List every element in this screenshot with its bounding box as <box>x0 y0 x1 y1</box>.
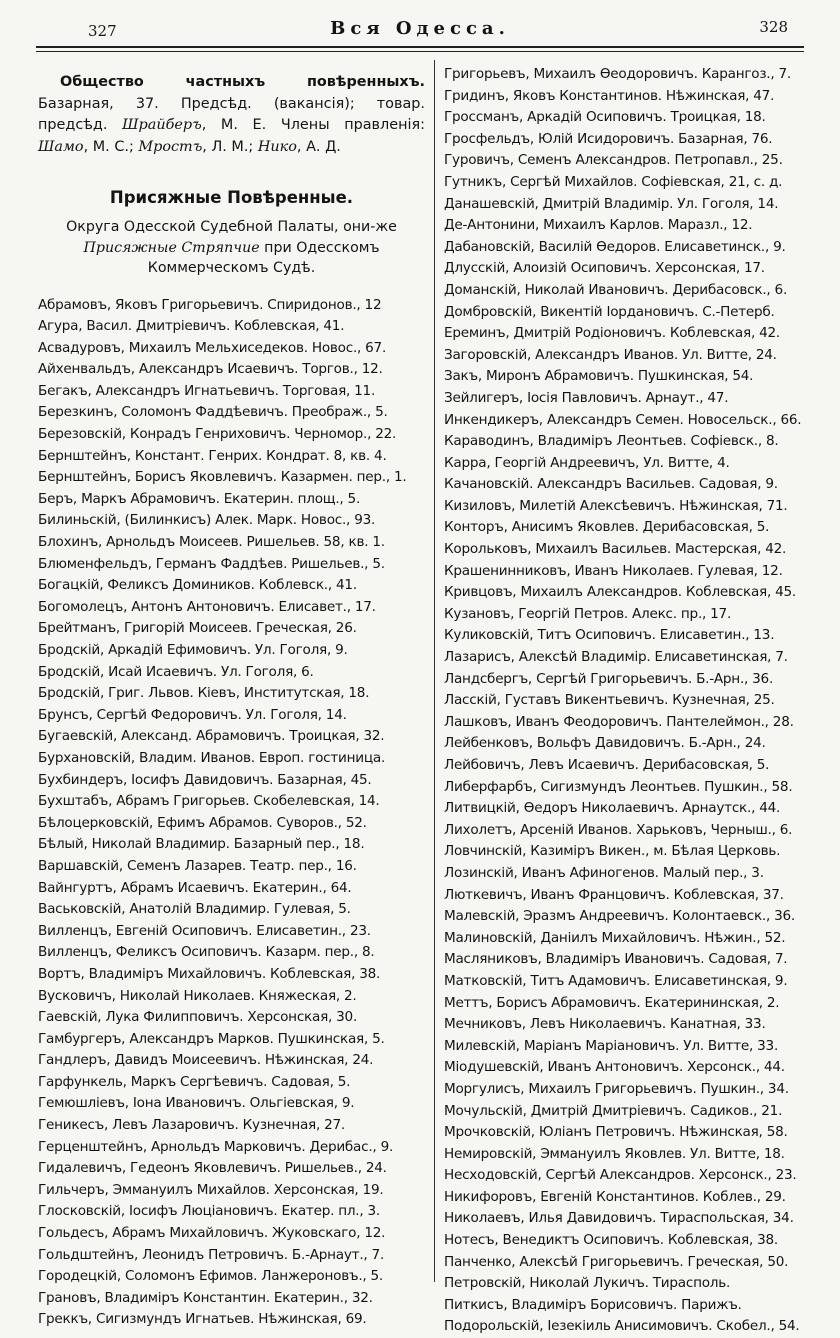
directory-entry: Бродскій, Исай Исаевичъ. Ул. Гоголя, 6. <box>38 663 314 680</box>
directory-entry: Малиновскій, Даніилъ Михайловичъ. Нѣжин., 52. <box>444 929 786 946</box>
directory-entry: Зейлигеръ, Іосія Павловичъ. Арнаут., 47. <box>444 389 729 406</box>
page-number-right: 328 <box>759 18 788 36</box>
directory-entry: Бродскій, Григ. Львов. Кіевъ, Институтская, 18. <box>38 685 370 702</box>
directory-entry: Гутникъ, Сергѣй Михайлов. Софіевская, 21, с. д. <box>444 173 783 190</box>
directory-entry: Блохинъ, Арнольдъ Моисеев. Ришельев. 58, кв. 1. <box>38 534 385 551</box>
directory-entry: Міодушевскій, Иванъ Антоновичъ. Херсонск., 44. <box>444 1059 785 1076</box>
society-text-3: , М. С.; <box>83 138 139 155</box>
directory-entry: Инкендикеръ, Александръ Семен. Новосельск., 66. <box>444 411 802 428</box>
directory-entry: Брунсъ, Сергѣй Федоровичъ. Ул. Гоголя, 14. <box>38 706 347 723</box>
directory-entry: Гандлеръ, Давидъ Моисеевичъ. Нѣжинская, 24. <box>38 1052 374 1069</box>
directory-entry: Люткевичъ, Иванъ Францовичъ. Коблевская, 37. <box>444 886 784 903</box>
directory-entry: Крашенинниковъ, Иванъ Николаев. Гулевая, 12. <box>444 562 783 579</box>
directory-entry: Гольдштейнъ, Леонидъ Петровичъ. Б.-Арнаут., 7. <box>38 1246 385 1263</box>
directory-entry: Масляниковъ, Владиміръ Ивановичъ. Садовая, 7. <box>444 951 788 968</box>
directory-entry: Герценштейнъ, Арнольдъ Марковичъ. Дерибас., 9. <box>38 1138 394 1155</box>
directory-entry: Бухштабъ, Абрамъ Григорьев. Скобелевская, 14. <box>38 793 380 810</box>
directory-entry: Николаевъ, Илья Давидовичъ. Тираспольская, 34. <box>444 1210 794 1227</box>
directory-entry: Гарфункель, Маркъ Сергѣевичъ. Садовая, 5. <box>38 1073 351 1090</box>
directory-entry: Абрамовъ, Яковъ Григорьевичъ. Спиридонов., 12 <box>38 296 382 313</box>
directory-entry: Глосковскій, Іосифъ Люціановичъ. Екатер. пл., 3. <box>38 1203 380 1220</box>
directory-entry: Бѣлоцерковскій, Ефимъ Абрамов. Суворов., 52. <box>38 814 367 831</box>
directory-entry: Длусскій, Алоизій Осиповичъ. Херсонская, 17. <box>444 260 765 277</box>
directory-entry: Нотесъ, Венедиктъ Осиповичъ. Коблевская, 38. <box>444 1232 778 1249</box>
directory-entry: Либерфарбъ, Сигизмундъ Леонтьев. Пушкин., 58. <box>444 778 793 795</box>
directory-entry: Корольковъ, Михаилъ Васильев. Мастерская, 42. <box>444 541 787 558</box>
directory-entry: Лихолетъ, Арсеній Иванов. Харьковъ, Черныш., 6. <box>444 821 793 838</box>
directory-entry: Кузановъ, Георгій Петров. Алекс. пр., 17. <box>444 605 732 622</box>
directory-entry: Доманскій, Николай Ивановичъ. Дерибасовск., 6. <box>444 281 788 298</box>
directory-entry: Бернштейнъ, Борисъ Яковлевичъ. Казармен. пер., 1. <box>38 469 407 486</box>
directory-entry: Подорольскій, Іезекіиль Анисимовичъ. Скобел., 54. <box>444 1318 800 1335</box>
book-title: Вся Одесса. <box>330 18 510 39</box>
society-member-3: Нико <box>257 138 297 155</box>
left-entry-list <box>38 295 425 1332</box>
directory-entry: Бегакъ, Александръ Игнатьевичъ. Торговая, 11. <box>38 382 376 399</box>
directory-entry: Ловчинскій, Казиміръ Викен., м. Бѣлая Церковь. <box>444 843 781 860</box>
directory-entry: Брейтманъ, Григорій Моисеев. Греческая, 26. <box>38 620 357 637</box>
district-text-1: Округа Одесской Судебной Палаты, они-же <box>66 219 397 235</box>
directory-entry: Вайнгуртъ, Абрамъ Исаевичъ. Екатерин., 64. <box>38 879 352 896</box>
directory-entry: Загоровскій, Александръ Иванов. Ул. Витте, 24. <box>444 346 777 363</box>
right-column <box>444 64 828 1338</box>
directory-entry: Бернштейнъ, Констант. Генрих. Кондрат. 8, кв. 4. <box>38 447 387 464</box>
directory-entry: Айхенвальдъ, Александръ Исаевичъ. Торгов., 12. <box>38 361 383 378</box>
left-column <box>38 64 425 1331</box>
directory-entry: Гемюшліевъ, Іона Ивановичъ. Ольгіевская, 9. <box>38 1095 355 1112</box>
directory-entry: Куликовскій, Титъ Осиповичъ. Елисаветин., 13. <box>444 627 775 644</box>
section-title: Присяжные Повѣренные. <box>109 188 354 207</box>
directory-entry: Ландсбергъ, Сергѣй Григорьевичъ. Б.-Арн., 36. <box>444 670 774 687</box>
header-rule <box>36 51 804 52</box>
directory-entry: Гидалевичъ, Гедеонъ Яковлевичъ. Ришельев., 24. <box>38 1160 387 1177</box>
directory-entry: Конторъ, Анисимъ Яковлев. Дерибасовская, 5. <box>444 519 770 536</box>
directory-entry: Богомолецъ, Антонъ Антоновичъ. Елисавет., 17. <box>38 598 376 615</box>
directory-entry: Моргулисъ, Михаилъ Григорьевичъ. Пушкин., 34. <box>444 1080 789 1097</box>
directory-entry: Кизиловъ, Милетій Алексѣевичъ. Нѣжинская, 71. <box>444 497 788 514</box>
directory-entry: Городецкій, Соломонъ Ефимов. Ланжероновъ., 5. <box>38 1268 384 1285</box>
directory-entry: Закъ, Миронъ Абрамовичъ. Пушкинская, 54. <box>444 368 754 385</box>
column-divider <box>434 60 435 1282</box>
directory-entry: Малевскій, Эразмъ Андреевичъ. Колонтаевск., 36. <box>444 908 795 925</box>
directory-entry: Греккъ, Сигизмундъ Игнатьев. Нѣжинская, 69. <box>38 1311 367 1328</box>
directory-entry: Мечниковъ, Левъ Николаевичъ. Канатная, 33. <box>444 1016 766 1033</box>
directory-entry: Григорьевъ, Михаилъ Ѳеодоровичъ. Карангоз., 7. <box>444 66 791 82</box>
directory-entry: Агура, Васил. Дмитріевичъ. Коблевская, 41. <box>38 318 345 335</box>
society-text-2: , М. Е. Члены правленія: <box>201 117 426 133</box>
directory-entry: Литвицкій, Ѳедоръ Николаевичъ. Арнаутск., 44. <box>444 800 781 817</box>
directory-entry: Несходовскій, Сергѣй Александров. Херсонск., 23. <box>444 1167 797 1184</box>
directory-entry: Петровскій, Николай Лукичъ. Тирасполь. <box>444 1275 731 1292</box>
directory-entry: Гридинъ, Яковъ Константинов. Нѣжинская, 47. <box>444 87 775 104</box>
directory-entry: Гросфельдъ, Юлій Исидоровичъ. Базарная, 76. <box>444 130 773 147</box>
directory-entry: Лашковъ, Иванъ Феодоровичъ. Пантелеймон., 28. <box>444 713 794 730</box>
directory-entry: Богацкій, Феликсъ Домиников. Коблевск., 41. <box>38 577 357 594</box>
directory-entry: Де-Антонини, Михаилъ Карлов. Маразл., 12. <box>444 217 753 234</box>
district-italic: Присяжные Стряпчие <box>83 239 260 256</box>
directory-entry: Карра, Георгій Андреевичъ, Ул. Витте, 4. <box>444 454 730 471</box>
directory-entry: Вусковичъ, Николай Николаев. Княжеская, 2. <box>38 987 357 1004</box>
directory-entry: Качановскій. Александръ Васильев. Садовая, 9. <box>444 476 778 493</box>
society-member-1: Шамо <box>38 138 84 155</box>
directory-entry: Гольдесъ, Абрамъ Михайловичъ. Жуковскаго, 12. <box>38 1225 386 1242</box>
directory-entry: Лейбовичъ, Левъ Исаевичъ. Дерибасовская, 5. <box>444 757 770 773</box>
directory-entry: Гильчеръ, Эммануилъ Михайлов. Херсонская, 19. <box>38 1181 384 1198</box>
directory-entry: Билиньскій, (Билинкисъ) Алек. Марк. Новос., 93. <box>38 512 376 529</box>
directory-entry: Варшавскій, Семенъ Лазарев. Театр. пер., 16. <box>38 857 357 874</box>
directory-entry: Питкисъ, Владиміръ Борисовичъ. Парижъ. <box>444 1296 742 1313</box>
directory-entry: Бѣлый, Николай Владимир. Базарный пер., 18. <box>38 836 365 853</box>
directory-entry: Мочульскій, Дмитрій Дмитріевичъ. Садиков., 21. <box>444 1102 783 1119</box>
directory-entry: Лозинскій, Иванъ Афиногенов. Малый пер., 3. <box>444 864 764 881</box>
directory-entry: Матковскій, Титъ Адамовичъ. Елисаветинская, 9. <box>444 972 788 989</box>
directory-entry: Гуровичъ, Семенъ Александров. Петропавл., 25. <box>444 152 783 169</box>
directory-entry: Гаевскій, Лука Филипповичъ. Херсонская, 30. <box>38 1009 358 1026</box>
directory-entry: Бухбиндеръ, Іосифъ Давидовичъ. Базарная, 45. <box>38 771 372 788</box>
directory-entry: Беръ, Маркъ Абрамовичъ. Екатерин. площ., 5. <box>38 490 361 507</box>
directory-entry: Данашевскій, Дмитрій Владимір. Ул. Гоголя, 14. <box>444 195 779 212</box>
directory-entry: Гроссманъ, Аркадій Осиповичъ. Троицкая, 18. <box>444 109 766 126</box>
society-text-5: , А. Д. <box>296 138 341 155</box>
right-entry-list <box>444 64 828 1338</box>
page-header <box>36 16 804 48</box>
directory-entry: Караводинъ, Владиміръ Леонтьев. Софіевск., 8. <box>444 433 779 450</box>
directory-entry: Мрочковскій, Юліанъ Петровичъ. Нѣжинская, 58. <box>444 1124 788 1141</box>
directory-entry: Меттъ, Борисъ Абрамовичъ. Екатерининская, 2. <box>444 994 780 1011</box>
directory-entry: Березкинъ, Соломонъ Фаддѣевичъ. Преображ., 5. <box>38 404 388 421</box>
directory-entry: Дабановскій, Василій Ѳедоров. Елисаветинск., 9. <box>444 238 786 255</box>
directory-entry: Грановъ, Владиміръ Константин. Екатерин., 32. <box>38 1289 373 1306</box>
directory-entry: Асвадуровъ, Михаилъ Мельхиседеков. Новос., 67. <box>38 339 387 356</box>
directory-entry: Бродскій, Аркадій Ефимовичъ. Ул. Гоголя, 9. <box>38 642 348 658</box>
directory-entry: Гамбургеръ, Александръ Марков. Пушкинская, 5. <box>38 1030 385 1047</box>
district-text-2: при Одесскомъ Коммерческомъ Судѣ. <box>147 239 380 276</box>
society-member-2: Мростъ <box>138 138 203 155</box>
society-name: Общество частныхъ повѣренныхъ. <box>60 74 425 90</box>
directory-entry: Лазарисъ, Алексѣй Владимір. Елисаветинская, 7. <box>444 649 788 666</box>
directory-entry: Вилленцъ, Феликсъ Осиповичъ. Казарм. пер., 8. <box>38 944 375 961</box>
society-paragraph <box>38 72 425 158</box>
directory-entry: Вилленцъ, Евгеній Осиповичъ. Елисаветин., 23. <box>38 922 371 939</box>
directory-entry: Геникесъ, Левъ Лазаровичъ. Кузнечная, 27. <box>38 1117 345 1134</box>
society-text-4: , Л. М.; <box>202 138 258 155</box>
directory-entry: Березовскій, Конрадъ Генриховичъ. Черномор., 22. <box>38 426 397 443</box>
directory-entry: Бугаевскій, Александ. Абрамовичъ. Троицкая, 32. <box>38 728 385 745</box>
district-note <box>38 217 425 279</box>
directory-entry: Панченко, Алексѣй Григорьевичъ. Греческая, 50. <box>444 1253 789 1270</box>
directory-entry: Ереминъ, Дмитрій Родіоновичъ. Коблевская, 42. <box>444 325 780 342</box>
directory-entry: Блюменфельдъ, Германъ Фаддѣев. Ришельев., 5. <box>38 555 385 572</box>
directory-entry: Вортъ, Владиміръ Михайловичъ. Коблевская, 38. <box>38 965 381 982</box>
directory-entry: Васьковскій, Анатолій Владимир. Гулевая, 5. <box>38 901 351 918</box>
page-number-left: 327 <box>88 22 117 40</box>
directory-entry: Ласскій, Густавъ Викентьевичъ. Кузнечная, 25. <box>444 692 775 709</box>
directory-entry: Бурхановскій, Владим. Иванов. Европ. гостиница. <box>38 749 386 766</box>
directory-entry: Милевскій, Маріанъ Маріановичъ. Ул. Витте, 33. <box>444 1037 779 1054</box>
society-text-1: Базарная, 37. Предсѣд. (вакансія); товар. предсѣд. <box>38 95 425 133</box>
directory-entry: Немировскій, Эммануилъ Яковлев. Ул. Витте, 18. <box>444 1145 785 1162</box>
society-vice-chair: Шрайберъ <box>122 117 202 133</box>
directory-entry: Никифоровъ, Евгеній Константинов. Коблев., 29. <box>444 1188 786 1205</box>
directory-entry: Домбровскій, Викентій Іордановичъ. С.-Петерб. <box>444 303 775 320</box>
directory-entry: Кривцовъ, Михаилъ Александров. Коблевская, 45. <box>444 584 796 601</box>
directory-entry: Лейбенковъ, Вольфъ Давидовичъ. Б.-Арн., 24. <box>444 735 766 752</box>
